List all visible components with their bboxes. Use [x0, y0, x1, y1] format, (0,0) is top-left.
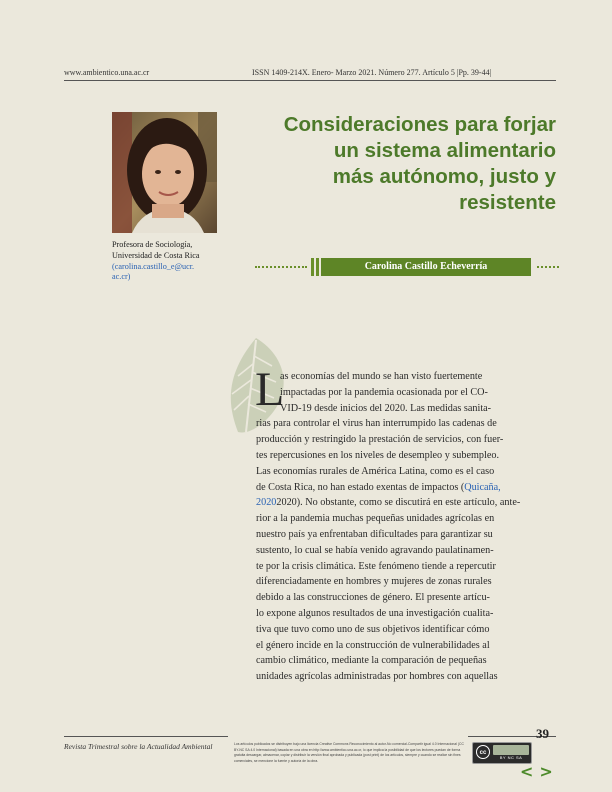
body-line: lo expone algunos resultados de una investigación cualita- [256, 607, 494, 619]
drop-cap: L [255, 363, 285, 416]
header-rule [64, 80, 556, 81]
body-line: Las economías rurales de América Latina, como es el caso [256, 465, 495, 477]
footer-rule [64, 736, 228, 737]
body-line: tiva que tuvo como uno de sus objetivos identificar cómo [256, 623, 490, 635]
cc-license-badge[interactable] [472, 742, 532, 764]
body-line: unidades agrícolas administradas por hombres con aquellas [256, 671, 498, 683]
citation-link[interactable]: Quicaña, [464, 481, 501, 493]
header-website: www.ambientico.una.ac.cr [64, 68, 150, 77]
title-line-3: más autónomo, justo y [332, 165, 556, 188]
byline-dots-right [537, 266, 559, 268]
body-line: tes repercusiones en los niveles de desempleo y subempleo. [256, 449, 500, 461]
body-line-with-citation [256, 480, 556, 496]
body-line: diferenciadamente en hombres y mujeres de zonas rurales [256, 576, 492, 588]
author-institution: Universidad de Costa Rica [112, 250, 200, 260]
page-number: 39 [536, 726, 549, 741]
body-line: producción y restringido la prestación de servicios, con fuer- [256, 434, 504, 446]
byline-bar [311, 258, 314, 276]
body-line: cambio climático, mediante la comparación de pequeñas [256, 655, 487, 667]
title-line-4: resistente [459, 191, 556, 214]
author-email-line1[interactable]: (carolina.castillo_e@ucr. [112, 261, 195, 271]
previous-page-icon[interactable]: < [520, 762, 534, 781]
author-email-line2[interactable]: ac.cr) [112, 272, 131, 282]
author-role: Profesora de Sociología, [112, 240, 193, 249]
byline-dots-left [255, 266, 307, 268]
body-line: as economías del mundo se han visto fuertemente [280, 371, 483, 382]
byline-bar [316, 258, 319, 276]
title-line-2: un sistema alimentario [333, 139, 556, 162]
cc-attribution-icons [493, 745, 529, 755]
title-line-1: Consideraciones para forjar [283, 113, 556, 136]
body-line: el género incide en la construcción de vulnerabilidades al [256, 639, 490, 651]
article-body [255, 363, 556, 685]
journal-name: Revista Trimestral sobre la Actualidad Ambiental [64, 742, 213, 751]
author-name: Carolina Castillo Echeverría [321, 258, 531, 276]
next-page-icon[interactable]: > [539, 762, 553, 781]
body-line: te por la crisis climática. Este fenómeno tiende a repercutir [256, 560, 496, 572]
body-line: impactadas por la pandemia ocasionada por el CO- [280, 386, 488, 398]
body-line: sustento, lo cual se había venido agravando paulatinamen- [256, 544, 494, 556]
body-line: rias para controlar el virus han interrumpido las cadenas de [256, 418, 497, 430]
cc-labels: BY NC SA [499, 755, 523, 760]
citation-link-year[interactable]: 2020 [256, 497, 277, 509]
author-info [112, 240, 227, 283]
body-line: VID-19 desde inicios del 2020. Las medidas sanita- [280, 402, 492, 414]
body-line: nuestro país ya enfrentaban dificultades para garantizar su [256, 528, 493, 540]
author-photo [112, 112, 217, 233]
page-navigation [520, 762, 559, 781]
article-title [240, 112, 556, 216]
body-line-with-citation [256, 495, 556, 511]
license-text: Los artículos publicados se distribuyen bajo una licencia Creative Commons Reconocimiento al autor-No comercial-Compartir igual 4.0 Internacional (CC BY-NC SA 4.0 Internacional) basada en una obra en http://www.ambientico.una.ac.cr, lo que implica la posibilidad de que los lectores puedan de forma gratuita descargar, almacenar, copiar y distribuir la versión final aprobada y publicada (post print) de los artículos, siempre y cuando se realice sin fines comerciales, se mencione la fuente y autoría de la obra. [234, 742, 464, 763]
header-issue-info: ISSN 1409-214X. Enero- Marzo 2021. Número 277. Artículo 5 |Pp. 39-44| [252, 68, 492, 77]
cc-logo-icon: cc [476, 745, 490, 759]
body-line: rior a la pandemia muchas pequeñas unidades agrícolas en [256, 513, 495, 525]
author-byline [255, 258, 560, 276]
body-line-text: de Costa Rica, no han estado exentas de impactos ( [256, 481, 465, 493]
body-line-text: 2020). No obstante, como se discutirá en este artículo, ante- [276, 497, 521, 509]
body-line: debido a las construcciones de género. El presente artícu- [256, 592, 490, 604]
